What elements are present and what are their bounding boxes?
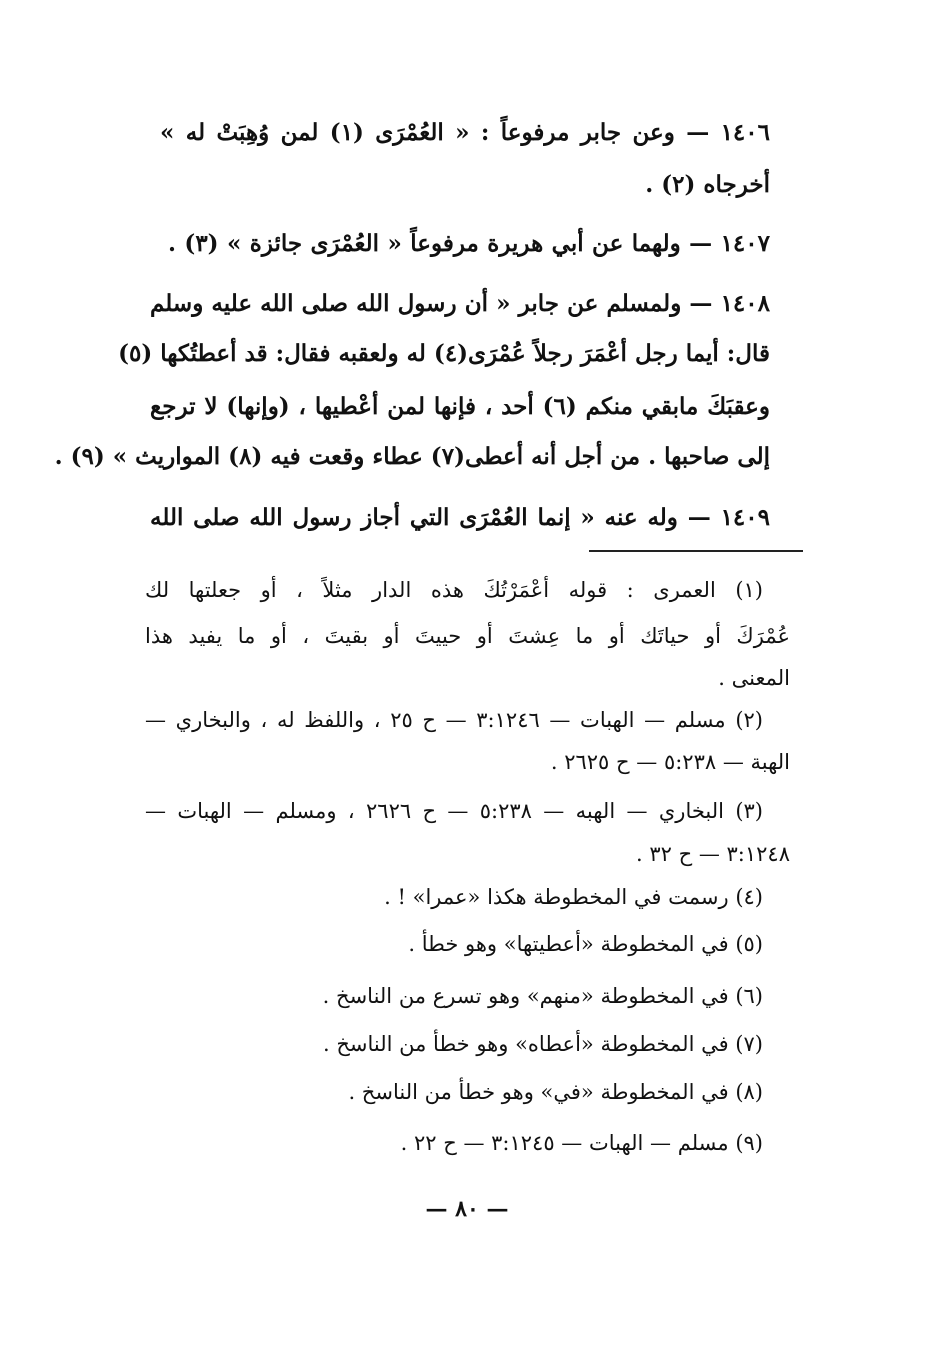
footnote-3-cont: ٣:١٢٤٨ — ح ٣٢ . <box>636 842 790 866</box>
body-line-1408-4: إلى صاحبها . من أجل أنه أعطى(٧) عطاء وقعت فيه (٨) المواريث » (٩) . <box>54 443 770 470</box>
body-line-1407: ١٤٠٧ — ولهما عن أبي هريرة مرفوعاً « العُمْرَى جائزة » (٣) . <box>168 230 770 257</box>
footnote-8: (٨) في المخطوطة «في» وهو خطأ من الناسخ . <box>348 1080 763 1104</box>
body-line-1409: ١٤٠٩ — وله عنه « إنما العُمْرَى التي أجاز رسول الله صلى الله <box>150 504 770 531</box>
footnote-5: (٥) في المخطوطة «أعطيتها» وهو خطأ . <box>408 932 763 956</box>
footnote-1-cont: عُمْرَكَ أو حياتَك أو ما عِشتَ أو حييتَ أو بقيتَ ، أو ما يفيد هذا <box>145 624 790 648</box>
body-line-1406-source: أخرجاه (٢) . <box>645 171 770 198</box>
footnote-6: (٦) في المخطوطة «منهم» وهو تسرع من الناسخ . <box>322 984 763 1008</box>
footnote-9: (٩) مسلم — الهبات — ٣:١٢٤٥ — ح ٢٢ . <box>400 1131 763 1155</box>
body-line-1408-3: وعقبَكَ مابقي منكم (٦) أحد ، فإنها لمن أعْطيها ، (وإنها) لا ترجع <box>150 393 770 420</box>
body-line-1406: ١٤٠٦ — وعن جابر مرفوعاً : « العُمْرَى (١) لمن وُهِبَتْ له » <box>160 119 770 146</box>
body-line-1408: ١٤٠٨ — ولمسلم عن جابر « أن رسول الله صلى الله عليه وسلم <box>150 290 770 317</box>
footnote-separator <box>589 550 803 552</box>
footnote-3: (٣) البخاري — الهبه — ٥:٢٣٨ — ح ٢٦٢٦ ، ومسلم — الهبات — <box>145 799 763 823</box>
footnote-1-end: المعنى . <box>718 666 790 690</box>
page-number: — ٨٠ — <box>425 1196 509 1222</box>
footnote-1: (١) العمرى : قوله أعْمَرْتُكَ هذه الدار مثلاً ، أو جعلتها لك <box>145 578 763 602</box>
body-line-1408-2: قال: أيما رجل أعْمَرَ رجلاً عُمْرَى(٤) له ولعقبه فقال: قد أعطتُكها (٥) <box>118 340 770 367</box>
footnote-2: (٢) مسلم — الهبات — ٣:١٢٤٦ — ح ٢٥ ، واللفظ له ، والبخاري — <box>145 708 763 732</box>
footnote-7: (٧) في المخطوطة «أعطاه» وهو خطأ من الناسخ . <box>323 1032 763 1056</box>
footnote-4: (٤) رسمت في المخطوطة هكذا «عمرا» ! . <box>384 885 763 909</box>
footnote-2-cont: الهبة — ٥:٢٣٨ — ح ٢٦٢٥ . <box>550 750 790 774</box>
